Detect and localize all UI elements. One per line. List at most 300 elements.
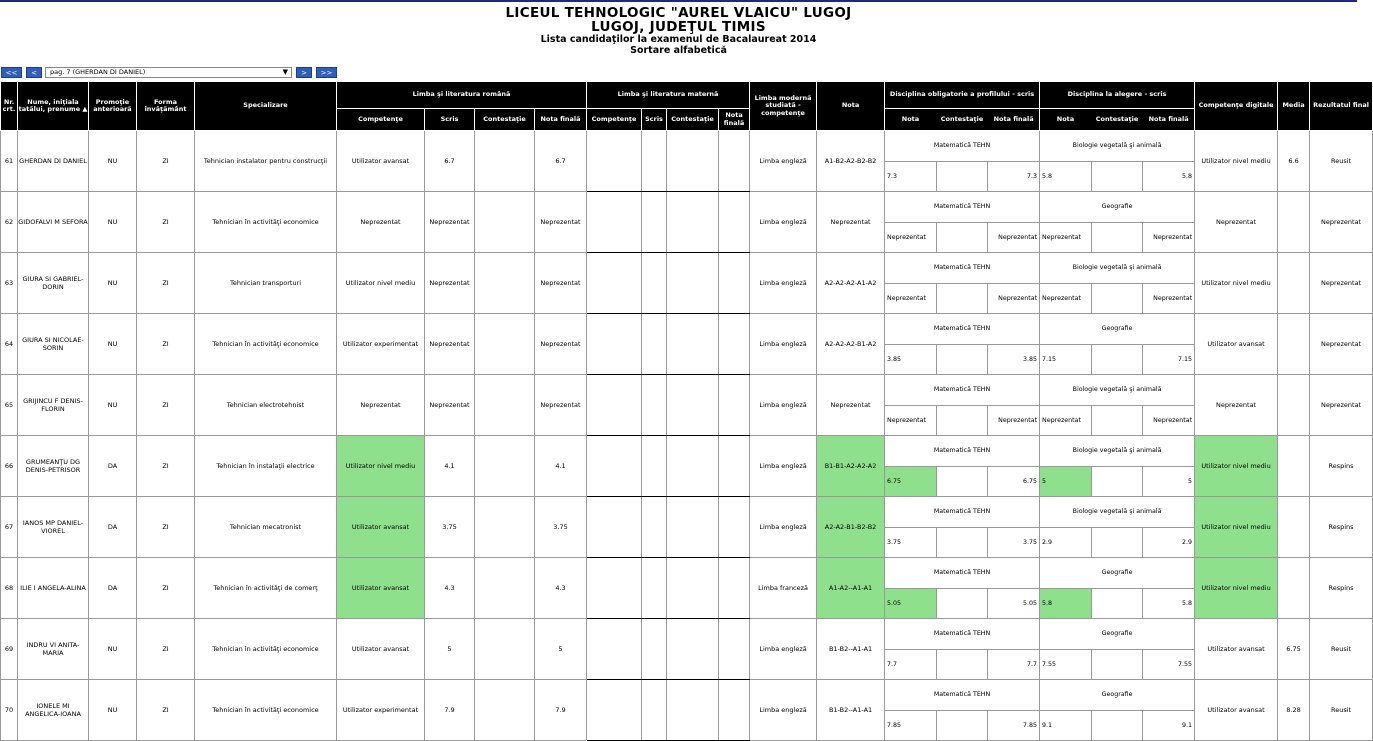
row-al-nota: 7.15 bbox=[1040, 344, 1091, 374]
row-rom-nota-finala: 4.3 bbox=[535, 558, 587, 619]
row-al-nota: 5.8 bbox=[1040, 588, 1091, 618]
row-nota: A1-B2-A2-B2-B2 bbox=[817, 131, 885, 192]
row-nume: IANOS MP DANIEL-VIOREL bbox=[18, 497, 89, 558]
row-al-cell bbox=[1040, 192, 1195, 253]
row-mat-competente bbox=[587, 131, 642, 192]
row-specializare: Tehnician mecatronist bbox=[195, 497, 337, 558]
top-border bbox=[0, 0, 1357, 2]
row-mat-competente bbox=[587, 619, 642, 680]
row-rom-nota-finala: Neprezentat bbox=[535, 253, 587, 314]
col-mat-contestatie: Contestaţie bbox=[667, 109, 719, 131]
row-al-discipline: Geografie bbox=[1040, 680, 1194, 710]
row-promotie: DA bbox=[89, 558, 137, 619]
row-obl-contestatie bbox=[936, 588, 987, 618]
row-mat-nota-finala bbox=[719, 253, 750, 314]
row-rom-contestatie bbox=[475, 314, 535, 375]
row-mat-scris bbox=[642, 131, 667, 192]
row-obl-cell bbox=[885, 375, 1040, 436]
row-al-discipline: Biologie vegetală şi animală bbox=[1040, 131, 1194, 161]
row-mat-competente bbox=[587, 436, 642, 497]
row-obl-discipline: Matematică TEHN bbox=[885, 680, 1039, 710]
row-specializare: Tehnician în activităţi economice bbox=[195, 680, 337, 741]
row-rom-scris: 4.1 bbox=[425, 436, 475, 497]
row-al-nota: 7.55 bbox=[1040, 649, 1091, 679]
row-limba-moderna: Limba engleză bbox=[750, 436, 817, 497]
table-row bbox=[1, 619, 1373, 680]
row-obl-discipline: Matematică TEHN bbox=[885, 375, 1039, 405]
row-rom-scris: 4.3 bbox=[425, 558, 475, 619]
row-obl-contestatie bbox=[936, 222, 987, 252]
row-al-discipline: Biologie vegetală şi animală bbox=[1040, 436, 1194, 466]
row-al-nota-finala: Neprezentat bbox=[1143, 283, 1194, 313]
row-al-nota-finala: 5.8 bbox=[1143, 161, 1194, 191]
row-media bbox=[1278, 314, 1310, 375]
table-row bbox=[1, 680, 1373, 741]
row-rom-competente: Neprezentat bbox=[337, 375, 425, 436]
row-promotie: NU bbox=[89, 253, 137, 314]
row-obl-discipline: Matematică TEHN bbox=[885, 131, 1039, 161]
table-row bbox=[1, 131, 1373, 192]
row-rom-contestatie bbox=[475, 131, 535, 192]
row-mat-scris bbox=[642, 680, 667, 741]
row-forma: ZI bbox=[137, 253, 195, 314]
row-al-nota-finala: 7.55 bbox=[1143, 649, 1194, 679]
row-rom-scris: Neprezentat bbox=[425, 314, 475, 375]
col-obl-nota-finala: Nota finală bbox=[993, 114, 1034, 123]
row-nume: GIURA SI GABRIEL-DORIN bbox=[18, 253, 89, 314]
row-rezultat: Respins bbox=[1310, 436, 1373, 497]
row-al-contestatie bbox=[1091, 161, 1142, 191]
row-al-nota-finala: 5.8 bbox=[1143, 588, 1194, 618]
row-media bbox=[1278, 497, 1310, 558]
row-al-contestatie bbox=[1091, 222, 1142, 252]
row-obl-nota-finala: 7.3 bbox=[988, 161, 1039, 191]
row-nr: 70 bbox=[1, 680, 18, 741]
row-limba-moderna: Limba engleză bbox=[750, 314, 817, 375]
col-mat-competente: Competenţe bbox=[587, 109, 642, 131]
row-obl-nota: 6.75 bbox=[885, 466, 936, 496]
row-nota: B1-B2--A1-A1 bbox=[817, 680, 885, 741]
row-rom-nota-finala: 6.7 bbox=[535, 131, 587, 192]
row-rom-contestatie bbox=[475, 436, 535, 497]
col-al-nota-finala: Nota finală bbox=[1148, 114, 1189, 123]
row-mat-competente bbox=[587, 375, 642, 436]
row-nume: GRIJINCU F DENIS-FLORIN bbox=[18, 375, 89, 436]
row-competente-digitale: Utilizator nivel mediu bbox=[1195, 558, 1278, 619]
row-nume: INDRU VI ANITA-MARIA bbox=[18, 619, 89, 680]
row-al-contestatie bbox=[1091, 527, 1142, 557]
row-promotie: NU bbox=[89, 131, 137, 192]
row-al-discipline: Biologie vegetală şi animală bbox=[1040, 253, 1194, 283]
row-rom-competente: Utilizator nivel mediu bbox=[337, 436, 425, 497]
row-obl-nota-finala: 3.75 bbox=[988, 527, 1039, 557]
row-promotie: DA bbox=[89, 436, 137, 497]
row-mat-nota-finala bbox=[719, 192, 750, 253]
row-specializare: Tehnician în instalaţii electrice bbox=[195, 436, 337, 497]
col-al-sub bbox=[1040, 109, 1195, 131]
row-specializare: Tehnician în activităţi economice bbox=[195, 192, 337, 253]
row-rom-competente: Utilizator avansat bbox=[337, 619, 425, 680]
row-media bbox=[1278, 192, 1310, 253]
row-mat-scris bbox=[642, 558, 667, 619]
col-rom-contestatie: Contestaţie bbox=[475, 109, 535, 131]
row-limba-moderna: Limba engleză bbox=[750, 680, 817, 741]
row-al-contestatie bbox=[1091, 588, 1142, 618]
row-mat-scris bbox=[642, 436, 667, 497]
row-rezultat: Respins bbox=[1310, 558, 1373, 619]
row-al-contestatie bbox=[1091, 283, 1142, 313]
row-media: 6.75 bbox=[1278, 619, 1310, 680]
col-obl-contestatie: Contestaţie bbox=[940, 114, 984, 123]
row-rom-competente: Neprezentat bbox=[337, 192, 425, 253]
row-mat-competente bbox=[587, 680, 642, 741]
last-page-button[interactable]: >> bbox=[316, 67, 337, 78]
row-obl-discipline: Matematică TEHN bbox=[885, 497, 1039, 527]
row-rom-contestatie bbox=[475, 253, 535, 314]
row-al-discipline: Geografie bbox=[1040, 558, 1194, 588]
row-nume: GRUMEANŢU DG DENIS-PETRISOR bbox=[18, 436, 89, 497]
row-al-discipline: Geografie bbox=[1040, 314, 1194, 344]
page-select-value: pag. 7 (GHERDAN DI DANIEL) bbox=[50, 68, 146, 76]
row-obl-discipline: Matematică TEHN bbox=[885, 253, 1039, 283]
row-al-discipline: Biologie vegetală şi animală bbox=[1040, 497, 1194, 527]
row-al-nota: 5.8 bbox=[1040, 161, 1091, 191]
row-rom-contestatie bbox=[475, 375, 535, 436]
row-rom-contestatie bbox=[475, 558, 535, 619]
row-forma: ZI bbox=[137, 375, 195, 436]
row-obl-nota: 3.75 bbox=[885, 527, 936, 557]
row-al-nota: 5 bbox=[1040, 466, 1091, 496]
row-obl-nota: 3.85 bbox=[885, 344, 936, 374]
row-media bbox=[1278, 253, 1310, 314]
row-media bbox=[1278, 436, 1310, 497]
row-promotie: NU bbox=[89, 192, 137, 253]
row-specializare: Tehnician electrotehnist bbox=[195, 375, 337, 436]
table-row bbox=[1, 375, 1373, 436]
row-mat-contestatie bbox=[667, 680, 719, 741]
row-obl-nota: 7.3 bbox=[885, 161, 936, 191]
candidates-table bbox=[0, 81, 1373, 741]
row-mat-competente bbox=[587, 192, 642, 253]
row-rom-competente: Utilizator nivel mediu bbox=[337, 253, 425, 314]
row-specializare: Tehnician transporturi bbox=[195, 253, 337, 314]
row-nr: 64 bbox=[1, 314, 18, 375]
row-competente-digitale: Utilizator avansat bbox=[1195, 314, 1278, 375]
row-rezultat: Reusit bbox=[1310, 680, 1373, 741]
col-rom-nota-finala: Nota finală bbox=[535, 109, 587, 131]
school-title: LICEUL TEHNOLOGIC "AUREL VLAICU" LUGOJ bbox=[505, 5, 852, 21]
row-forma: ZI bbox=[137, 497, 195, 558]
row-limba-moderna: Limba engleză bbox=[750, 619, 817, 680]
row-rom-nota-finala: 3.75 bbox=[535, 497, 587, 558]
row-obl-nota-finala: 7.85 bbox=[988, 710, 1039, 740]
row-limba-moderna: Limba franceză bbox=[750, 558, 817, 619]
row-obl-cell bbox=[885, 619, 1040, 680]
col-limba-moderna: Limba modernă studiată - competenţe bbox=[750, 82, 817, 131]
row-al-nota-finala: Neprezentat bbox=[1143, 405, 1194, 435]
row-nume: GIDOFALVI M SEFORA bbox=[18, 192, 89, 253]
row-mat-scris bbox=[642, 375, 667, 436]
col-mat-scris: Scris bbox=[642, 109, 667, 131]
row-competente-digitale: Utilizator nivel mediu bbox=[1195, 497, 1278, 558]
row-al-cell bbox=[1040, 497, 1195, 558]
page-header bbox=[0, 6, 1357, 56]
row-mat-scris bbox=[642, 314, 667, 375]
list-subtitle: Lista candidaţilor la examenul de Bacalaureat 2014 bbox=[540, 34, 817, 45]
row-nr: 63 bbox=[1, 253, 18, 314]
row-mat-contestatie bbox=[667, 314, 719, 375]
row-obl-nota-finala: Neprezentat bbox=[988, 283, 1039, 313]
row-al-cell bbox=[1040, 619, 1195, 680]
row-rezultat: Neprezentat bbox=[1310, 192, 1373, 253]
row-limba-moderna: Limba engleză bbox=[750, 192, 817, 253]
first-page-button[interactable]: << bbox=[1, 67, 22, 78]
row-mat-nota-finala bbox=[719, 436, 750, 497]
row-media bbox=[1278, 375, 1310, 436]
col-al-nota: Nota bbox=[1056, 114, 1075, 123]
sort-label: Sortare alfabetică bbox=[630, 45, 727, 56]
col-competente-digitale: Competenţe digitale bbox=[1195, 82, 1278, 131]
next-page-button[interactable]: > bbox=[296, 67, 312, 78]
row-al-cell bbox=[1040, 314, 1195, 375]
row-rom-scris: 6.7 bbox=[425, 131, 475, 192]
row-nume: ILIE I ANGELA-ALINA bbox=[18, 558, 89, 619]
row-nr: 62 bbox=[1, 192, 18, 253]
row-mat-contestatie bbox=[667, 497, 719, 558]
row-al-cell bbox=[1040, 131, 1195, 192]
col-nume-sort[interactable]: Nume, iniţiala tatălui, prenume ▲ bbox=[18, 82, 89, 131]
row-rom-competente: Utilizator experimentat bbox=[337, 680, 425, 741]
row-rom-competente: Utilizator avansat bbox=[337, 131, 425, 192]
row-rom-competente: Utilizator avansat bbox=[337, 558, 425, 619]
col-promotie: Promoţie anterioară bbox=[89, 82, 137, 131]
row-obl-contestatie bbox=[936, 710, 987, 740]
row-rom-scris: 3.75 bbox=[425, 497, 475, 558]
row-mat-nota-finala bbox=[719, 558, 750, 619]
row-rom-nota-finala: 4.1 bbox=[535, 436, 587, 497]
col-mat-nota-finala: Nota finală bbox=[719, 109, 750, 131]
row-rezultat: Neprezentat bbox=[1310, 375, 1373, 436]
row-al-discipline: Geografie bbox=[1040, 192, 1194, 222]
row-media bbox=[1278, 558, 1310, 619]
row-nume: IONELE MI ANGELICA-IOANA bbox=[18, 680, 89, 741]
row-obl-cell bbox=[885, 192, 1040, 253]
row-rom-nota-finala: 7.9 bbox=[535, 680, 587, 741]
row-al-contestatie bbox=[1091, 710, 1142, 740]
row-promotie: NU bbox=[89, 314, 137, 375]
col-limba-materna: Limba şi literatura maternă bbox=[587, 82, 750, 109]
row-mat-competente bbox=[587, 253, 642, 314]
row-mat-contestatie bbox=[667, 253, 719, 314]
row-competente-digitale: Utilizator avansat bbox=[1195, 680, 1278, 741]
row-mat-competente bbox=[587, 558, 642, 619]
row-al-contestatie bbox=[1091, 405, 1142, 435]
prev-page-button[interactable]: < bbox=[26, 67, 42, 78]
row-mat-nota-finala bbox=[719, 497, 750, 558]
row-competente-digitale: Utilizator nivel mediu bbox=[1195, 131, 1278, 192]
row-al-nota-finala: Neprezentat bbox=[1143, 222, 1194, 252]
row-specializare: Tehnician instalator pentru construcţii bbox=[195, 131, 337, 192]
row-promotie: NU bbox=[89, 375, 137, 436]
row-mat-contestatie bbox=[667, 192, 719, 253]
row-nota: A2-A2-A2-A1-A2 bbox=[817, 253, 885, 314]
row-forma: ZI bbox=[137, 436, 195, 497]
row-obl-contestatie bbox=[936, 527, 987, 557]
row-nota: Neprezentat bbox=[817, 375, 885, 436]
row-nr: 65 bbox=[1, 375, 18, 436]
row-obl-nota: Neprezentat bbox=[885, 405, 936, 435]
row-al-cell bbox=[1040, 436, 1195, 497]
row-rezultat: Neprezentat bbox=[1310, 314, 1373, 375]
row-mat-nota-finala bbox=[719, 131, 750, 192]
row-nume: GHERDAN DI DANIEL bbox=[18, 131, 89, 192]
row-mat-contestatie bbox=[667, 131, 719, 192]
col-limba-romana: Limba şi literatura română bbox=[337, 82, 587, 109]
row-rom-scris: Neprezentat bbox=[425, 192, 475, 253]
row-nr: 67 bbox=[1, 497, 18, 558]
row-mat-nota-finala bbox=[719, 314, 750, 375]
col-nr: Nr. crt. bbox=[1, 82, 18, 131]
table-row bbox=[1, 314, 1373, 375]
row-obl-nota-finala: 7.7 bbox=[988, 649, 1039, 679]
row-nume: GIURA SI NICOLAE-SORIN bbox=[18, 314, 89, 375]
row-rom-contestatie bbox=[475, 192, 535, 253]
col-rezultat: Rezultatul final bbox=[1310, 82, 1373, 131]
row-al-nota: 9.1 bbox=[1040, 710, 1091, 740]
col-nota: Nota bbox=[817, 82, 885, 131]
row-nota: Neprezentat bbox=[817, 192, 885, 253]
row-obl-nota: Neprezentat bbox=[885, 222, 936, 252]
row-mat-nota-finala bbox=[719, 375, 750, 436]
row-obl-contestatie bbox=[936, 161, 987, 191]
row-forma: ZI bbox=[137, 314, 195, 375]
row-mat-scris bbox=[642, 253, 667, 314]
page-select[interactable] bbox=[45, 67, 292, 78]
row-rom-competente: Utilizator avansat bbox=[337, 497, 425, 558]
row-rom-competente: Utilizator experimentat bbox=[337, 314, 425, 375]
col-disciplina-obligatorie: Disciplina obligatorie a profilului - scris bbox=[885, 82, 1040, 109]
row-obl-contestatie bbox=[936, 649, 987, 679]
row-obl-cell bbox=[885, 253, 1040, 314]
row-limba-moderna: Limba engleză bbox=[750, 131, 817, 192]
row-rom-scris: Neprezentat bbox=[425, 253, 475, 314]
row-obl-contestatie bbox=[936, 344, 987, 374]
row-nota: A1-A2--A1-A1 bbox=[817, 558, 885, 619]
row-media: 6.6 bbox=[1278, 131, 1310, 192]
pagination bbox=[1, 67, 337, 78]
row-obl-nota-finala: 6.75 bbox=[988, 466, 1039, 496]
row-rom-scris: 7.9 bbox=[425, 680, 475, 741]
row-specializare: Tehnician în activităţi economice bbox=[195, 619, 337, 680]
row-promotie: NU bbox=[89, 619, 137, 680]
row-nr: 61 bbox=[1, 131, 18, 192]
row-mat-nota-finala bbox=[719, 680, 750, 741]
row-al-nota: Neprezentat bbox=[1040, 405, 1091, 435]
row-obl-nota-finala: 3.85 bbox=[988, 344, 1039, 374]
row-obl-cell bbox=[885, 497, 1040, 558]
row-obl-discipline: Matematică TEHN bbox=[885, 314, 1039, 344]
row-nota: A2-A2-A2-B1-A2 bbox=[817, 314, 885, 375]
row-media: 8.28 bbox=[1278, 680, 1310, 741]
row-mat-nota-finala bbox=[719, 619, 750, 680]
col-forma: Forma învăţământ bbox=[137, 82, 195, 131]
row-al-contestatie bbox=[1091, 466, 1142, 496]
row-competente-digitale: Neprezentat bbox=[1195, 192, 1278, 253]
table-row bbox=[1, 497, 1373, 558]
row-al-nota-finala: 9.1 bbox=[1143, 710, 1194, 740]
row-al-cell bbox=[1040, 375, 1195, 436]
row-al-cell bbox=[1040, 253, 1195, 314]
row-competente-digitale: Utilizator avansat bbox=[1195, 619, 1278, 680]
row-mat-contestatie bbox=[667, 619, 719, 680]
table-row bbox=[1, 253, 1373, 314]
row-obl-discipline: Matematică TEHN bbox=[885, 192, 1039, 222]
row-mat-contestatie bbox=[667, 436, 719, 497]
row-nr: 68 bbox=[1, 558, 18, 619]
row-competente-digitale: Utilizator nivel mediu bbox=[1195, 253, 1278, 314]
row-rom-contestatie bbox=[475, 619, 535, 680]
row-rezultat: Respins bbox=[1310, 497, 1373, 558]
row-al-cell bbox=[1040, 680, 1195, 741]
row-forma: ZI bbox=[137, 680, 195, 741]
row-competente-digitale: Neprezentat bbox=[1195, 375, 1278, 436]
row-obl-nota-finala: 5.05 bbox=[988, 588, 1039, 618]
col-rom-competente: Competenţe bbox=[337, 109, 425, 131]
row-rom-contestatie bbox=[475, 680, 535, 741]
row-obl-cell bbox=[885, 131, 1040, 192]
row-obl-nota: 7.7 bbox=[885, 649, 936, 679]
row-obl-cell bbox=[885, 680, 1040, 741]
row-nota: B1-B2--A1-A1 bbox=[817, 619, 885, 680]
row-forma: ZI bbox=[137, 558, 195, 619]
row-al-discipline: Biologie vegetală şi animală bbox=[1040, 375, 1194, 405]
row-obl-contestatie bbox=[936, 283, 987, 313]
row-rom-nota-finala: 5 bbox=[535, 619, 587, 680]
row-mat-competente bbox=[587, 314, 642, 375]
row-limba-moderna: Limba engleză bbox=[750, 497, 817, 558]
row-obl-nota-finala: Neprezentat bbox=[988, 222, 1039, 252]
row-mat-scris bbox=[642, 619, 667, 680]
row-obl-discipline: Matematică TEHN bbox=[885, 436, 1039, 466]
row-rom-scris: 5 bbox=[425, 619, 475, 680]
row-limba-moderna: Limba engleză bbox=[750, 253, 817, 314]
row-forma: ZI bbox=[137, 619, 195, 680]
col-media: Media bbox=[1278, 82, 1310, 131]
row-mat-scris bbox=[642, 192, 667, 253]
row-obl-nota: 7.85 bbox=[885, 710, 936, 740]
row-al-nota-finala: 2.9 bbox=[1143, 527, 1194, 557]
col-obl-nota: Nota bbox=[901, 114, 920, 123]
row-obl-contestatie bbox=[936, 466, 987, 496]
row-forma: ZI bbox=[137, 192, 195, 253]
row-rom-nota-finala: Neprezentat bbox=[535, 375, 587, 436]
row-al-nota-finala: 7.15 bbox=[1143, 344, 1194, 374]
row-nota: A2-A2-B1-B2-B2 bbox=[817, 497, 885, 558]
row-limba-moderna: Limba engleză bbox=[750, 375, 817, 436]
row-al-discipline: Geografie bbox=[1040, 619, 1194, 649]
row-al-nota: Neprezentat bbox=[1040, 222, 1091, 252]
col-rom-scris: Scris bbox=[425, 109, 475, 131]
row-rom-scris: Neprezentat bbox=[425, 375, 475, 436]
row-rezultat: Reusit bbox=[1310, 619, 1373, 680]
row-obl-nota: Neprezentat bbox=[885, 283, 936, 313]
row-obl-cell bbox=[885, 314, 1040, 375]
row-al-nota: Neprezentat bbox=[1040, 283, 1091, 313]
row-al-contestatie bbox=[1091, 649, 1142, 679]
col-disciplina-alegere: Disciplina la alegere - scris bbox=[1040, 82, 1195, 109]
table-row bbox=[1, 192, 1373, 253]
row-forma: ZI bbox=[137, 131, 195, 192]
